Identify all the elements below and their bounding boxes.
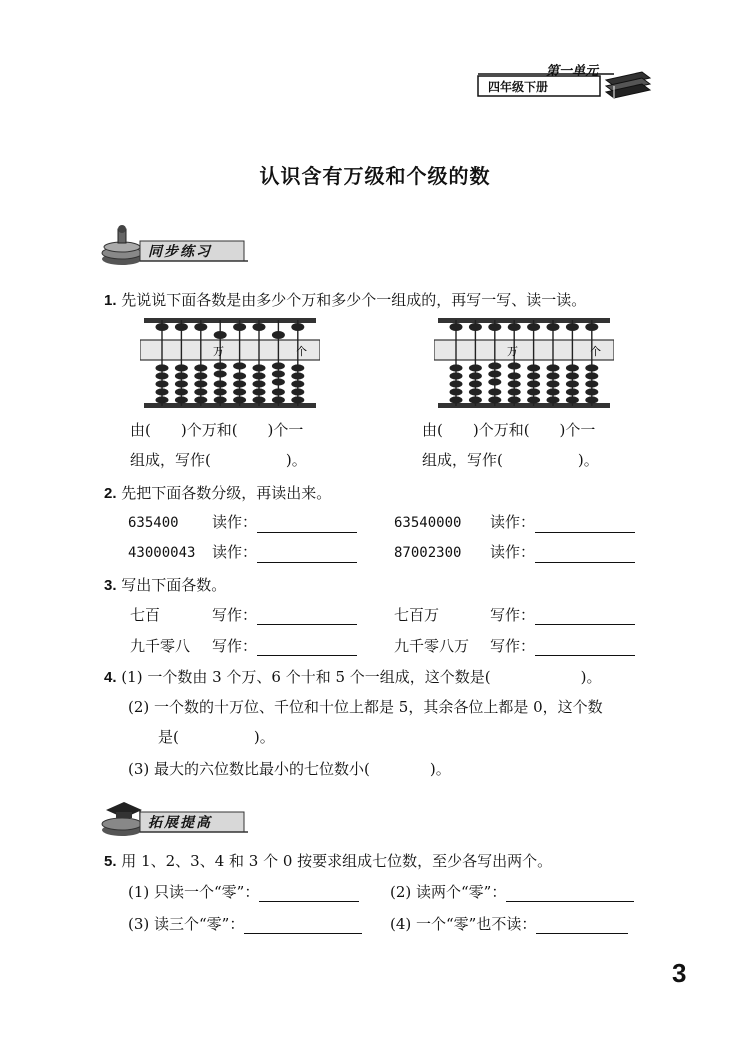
abacus-bead (156, 372, 169, 379)
q2-label: 读作： (212, 513, 258, 531)
abacus-bead (547, 323, 560, 331)
q4-row (104, 667, 602, 688)
abacus-bead (175, 388, 188, 395)
q1-text: 先说说下面各数是由多少个万和多少个一组成的，再写一写、读一读。 (121, 291, 587, 309)
abacus-bead (194, 388, 207, 395)
abacus-left-label-ge: 个 (296, 345, 307, 358)
abacus-bead (253, 380, 266, 387)
q2-row (104, 483, 331, 504)
abacus-bead (175, 364, 188, 371)
q3-item (130, 605, 357, 625)
abacus-bead (450, 364, 463, 371)
abacus-bead (488, 378, 501, 385)
abacus-bead (272, 388, 285, 395)
abacus-bead (450, 323, 463, 331)
abacus-bead (214, 362, 227, 369)
answer-line[interactable] (535, 640, 635, 656)
abacus-bead (291, 396, 304, 403)
abacus-bead (253, 364, 266, 371)
page-header (474, 58, 654, 102)
abacus-bead (469, 364, 482, 371)
abacus-bead (214, 388, 227, 395)
abacus-bead (585, 372, 598, 379)
abacus-bead (566, 388, 579, 395)
q2-item (394, 512, 635, 533)
q1-right-line2: 组成，写作( )。 (422, 451, 599, 469)
q2-number-value: 63540000 (394, 515, 462, 531)
q3-label: 写作： (212, 637, 258, 655)
q4-part2b: 是( )。 (158, 728, 275, 746)
abacus-bead (527, 372, 540, 379)
abacus-bead (253, 388, 266, 395)
q5-item-label: (3) 读三个“零”： (128, 915, 245, 933)
abacus-bead (547, 372, 560, 379)
abacus-bead (194, 380, 207, 387)
answer-line[interactable] (244, 918, 362, 934)
abacus-bead (175, 323, 188, 331)
answer-line[interactable] (535, 609, 635, 625)
abacus-bead (233, 396, 246, 403)
q3-word: 九千零八万 (394, 637, 470, 655)
q1-row (104, 290, 586, 311)
q3-item (394, 636, 635, 656)
abacus-bead (585, 380, 598, 387)
abacus-bead (488, 370, 501, 377)
abacus-bead (156, 380, 169, 387)
abacus-bead (585, 396, 598, 403)
abacus-bead (175, 372, 188, 379)
abacus-bead (233, 323, 246, 331)
abacus-bead (469, 323, 482, 331)
q2-number-value: 635400 (128, 515, 179, 531)
q3-number: 3. (104, 577, 117, 594)
q5-item (390, 882, 634, 902)
abacus-right-label-wan: 万 (507, 345, 518, 358)
abacus-left-label-wan: 万 (213, 345, 224, 358)
abacus-bead (194, 372, 207, 379)
abacus-bead (194, 396, 207, 403)
q4-part2a: (2) 一个数的十万位、千位和十位上都是 5，其余各位上都是 0，这个数 (128, 698, 603, 716)
q5-item-label: (1) 只读一个“零”： (128, 883, 260, 901)
abacus-bead (253, 396, 266, 403)
abacus-bead (547, 364, 560, 371)
abacus-bead (508, 396, 521, 403)
graduation-cap-books-icon (102, 802, 142, 836)
abacus-bead (508, 362, 521, 369)
abacus-bead (233, 372, 246, 379)
answer-line[interactable] (506, 886, 634, 902)
abacus-bead (291, 372, 304, 379)
section-badge-extension (100, 796, 250, 842)
abacus-bead (156, 396, 169, 403)
abacus-bead (450, 388, 463, 395)
abacus-bead (291, 380, 304, 387)
abacus-bead (566, 323, 579, 331)
abacus-bead (450, 396, 463, 403)
abacus-bead (508, 323, 521, 331)
q2-label: 读作： (212, 543, 258, 561)
q5-row (104, 851, 552, 872)
abacus-bead (527, 388, 540, 395)
abacus-bead (585, 323, 598, 331)
q5-item-label: (4) 一个“零”也不读： (390, 915, 537, 933)
abacus-bead (214, 331, 227, 339)
abacus-bead (253, 323, 266, 331)
q2-number-value: 87002300 (394, 545, 462, 561)
q2-item (128, 542, 357, 563)
abacus-bead (233, 388, 246, 395)
abacus-bead (272, 370, 285, 377)
abacus-bead (233, 380, 246, 387)
abacus-bead (547, 388, 560, 395)
abacus-bead (469, 396, 482, 403)
q4-number: 4. (104, 669, 117, 686)
books-stack-icon (606, 72, 650, 98)
abacus-bead (508, 388, 521, 395)
abacus-bead (547, 380, 560, 387)
abacus-bead (469, 388, 482, 395)
abacus-bead (585, 388, 598, 395)
abacus-bead (566, 372, 579, 379)
abacus-bead (547, 396, 560, 403)
q3-label: 写作： (490, 606, 536, 624)
q2-number-value: 43000043 (128, 545, 196, 561)
q3-label: 写作： (490, 637, 536, 655)
abacus-bead (488, 388, 501, 395)
abacus-bead (272, 396, 285, 403)
abacus-bead (272, 362, 285, 369)
books-lamp-icon (102, 225, 142, 265)
answer-line[interactable] (257, 609, 357, 625)
abacus-bead (156, 364, 169, 371)
abacus-bead (214, 370, 227, 377)
abacus-bead (527, 364, 540, 371)
abacus-bead (450, 380, 463, 387)
abacus-bead (253, 372, 266, 379)
answer-line[interactable] (535, 547, 635, 563)
abacus-bead (233, 362, 246, 369)
q5-item (128, 914, 362, 934)
section-badge-label: 拓展提高 (148, 815, 212, 831)
q2-item (128, 512, 357, 533)
abacus-bead (272, 378, 285, 385)
abacus-bead (508, 380, 521, 387)
abacus-bead (527, 323, 540, 331)
q3-text: 写出下面各数。 (121, 576, 227, 594)
q5-text: 用 1、2、3、4 和 3 个 0 按要求组成七位数，至少各写出两个。 (121, 852, 553, 870)
page-number: 3 (672, 958, 687, 988)
abacus-bead (566, 364, 579, 371)
abacus-bead (585, 364, 598, 371)
answer-line[interactable] (259, 886, 359, 902)
q1-right-line1: 由( )个万和( )个一 (422, 421, 596, 439)
abacus-right-label-ge: 个 (590, 345, 601, 358)
q2-text: 先把下面各数分级，再读出来。 (121, 484, 332, 502)
abacus-bead (450, 372, 463, 379)
answer-line[interactable] (257, 517, 357, 533)
abacus-bead (272, 331, 285, 339)
q4-part3: (3) 最大的六位数比最小的七位数小( )。 (128, 760, 451, 778)
q5-item-label: (2) 读两个“零”： (390, 883, 507, 901)
abacus-bead (175, 380, 188, 387)
q3-word: 七百万 (394, 606, 440, 624)
unit-label: 第一单元 (546, 64, 599, 79)
q3-word: 七百 (130, 606, 161, 624)
abacus-bead (488, 396, 501, 403)
section-badge-label: 同步练习 (148, 244, 212, 260)
answer-line[interactable] (257, 547, 357, 563)
q1-left-line1: 由( )个万和( )个一 (130, 421, 304, 439)
q5-number: 5. (104, 853, 117, 870)
q2-label: 读作： (490, 543, 536, 561)
q3-item (394, 605, 635, 625)
abacus-bead (291, 323, 304, 331)
abacus-bead (469, 380, 482, 387)
abacus-bead (214, 396, 227, 403)
abacus-bead (566, 380, 579, 387)
abacus-bead (488, 323, 501, 331)
abacus-bead (566, 396, 579, 403)
abacus-bead (488, 362, 501, 369)
q2-item (394, 542, 635, 563)
q3-label: 写作： (212, 606, 258, 624)
answer-line[interactable] (536, 918, 628, 934)
page-title: 认识含有万级和个级的数 (259, 164, 491, 188)
answer-line[interactable] (535, 517, 635, 533)
abacus-left (140, 316, 320, 410)
abacus-bead (291, 388, 304, 395)
q1-left-line2: 组成，写作( )。 (130, 451, 307, 469)
q2-number: 2. (104, 485, 117, 502)
grade-label: 四年级下册 (488, 80, 549, 94)
q3-row (104, 575, 226, 596)
q4-part1: (1) 一个数由 3 个万、6 个十和 5 个一组成，这个数是( )。 (121, 668, 602, 686)
abacus-bead (194, 364, 207, 371)
q3-word: 九千零八 (130, 637, 191, 655)
abacus-bead (214, 380, 227, 387)
q1-number: 1. (104, 292, 117, 309)
abacus-bead (469, 372, 482, 379)
q5-item (128, 882, 359, 902)
q2-label: 读作： (490, 513, 536, 531)
abacus-bead (527, 396, 540, 403)
abacus-right (434, 316, 614, 410)
q3-item (130, 636, 357, 656)
abacus-bead (156, 388, 169, 395)
abacus-bead (508, 372, 521, 379)
answer-line[interactable] (257, 640, 357, 656)
abacus-bead (291, 364, 304, 371)
abacus-bead (175, 396, 188, 403)
abacus-bead (156, 323, 169, 331)
q5-item (390, 914, 628, 934)
section-badge-practice (100, 225, 250, 271)
abacus-bead (194, 323, 207, 331)
abacus-bead (527, 380, 540, 387)
